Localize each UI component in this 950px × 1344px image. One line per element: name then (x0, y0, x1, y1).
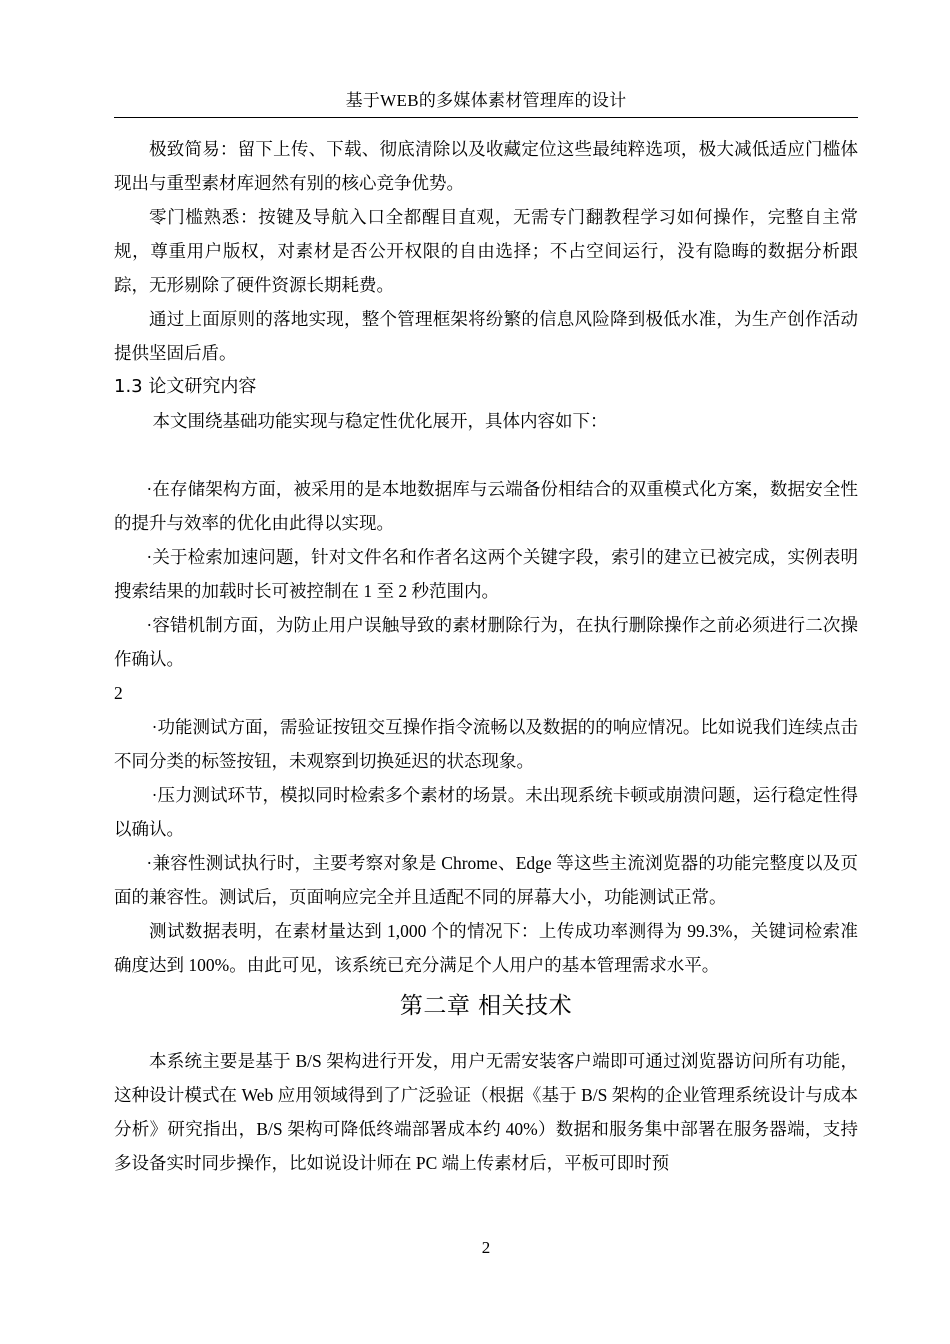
section-intro: 本文围绕基础功能实现与稳定性优化展开，具体内容如下： (152, 411, 608, 431)
paragraph-principles: 通过上面原则的落地实现，整个管理框架将纷繁的信息风险降到极低水准，为生产创作活动提供坚固后盾。 (114, 309, 858, 363)
bullet-storage: ·在存储架构方面，被采用的是本地数据库与云端备份相结合的双重模式化方案，数据安全性的提升与效率的优化由此得以实现。 (114, 479, 858, 533)
page-number: 2 (481, 1238, 491, 1257)
bullet-fault-tolerance: ·容错机制方面，为防止用户误触导致的素材删除行为，在执行删除操作之前必须进行二次操作确认。 (114, 615, 858, 669)
paragraph-test-summary: 测试数据表明，在素材量达到 1,000 个的情况下：上传成功率测得为 99.3%，关键词检索准确度达到 100%。由此可见，该系统已充分满足个人用户的基本管理需求水平。 (114, 921, 858, 975)
body-text (114, 132, 858, 1180)
bullet-compat-test: ·兼容性测试执行时，主要考察对象是 Chrome、Edge 等这些主流浏览器的功能完整度以及页面的兼容性。测试后，页面响应完全并且适配不同的屏幕大小，功能测试正常。 (114, 853, 858, 907)
paragraph-bs-architecture: 本系统主要是基于 B/S 架构进行开发，用户无需安装客户端即可通过浏览器访问所有功能，这种设计模式在 Web 应用领域得到了广泛验证（根据《基于 B/S 架构的企业管理系统设计与成本分析》研究指出，B/S 架构可降低终端部署成本约 40%）数据和服务集中部署在服务器端，支持多设备实时同步操作，比如说设计师在 PC 端上传素材后，平板可即时预 (114, 1051, 858, 1173)
section-heading: 1.3 论文研究内容 (114, 376, 257, 397)
chapter-heading: 第二章 相关技术 (399, 993, 573, 1019)
stray-number: 2 (114, 683, 123, 703)
paragraph-zero-threshold: 零门槛熟悉：按键及导航入口全都醒目直观，无需专门翻教程学习如何操作，完整自主常规，尊重用户版权，对素材是否公开权限的自由选择；不占空间运行，没有隐晦的数据分析跟踪，无形剔除了硬件资源长期耗费。 (114, 207, 858, 295)
bullet-search: ·关于检索加速问题，针对文件名和作者名这两个关键字段，索引的建立已被完成，实例表明搜索结果的加载时长可被控制在 1 至 2 秒范围内。 (114, 547, 858, 601)
bullet-function-test: ·功能测试方面，需验证按钮交互操作指令流畅以及数据的的响应情况。比如说我们连续点击不同分类的标签按钮，未观察到切换延迟的状态现象。 (114, 717, 858, 771)
bullet-stress-test: ·压力测试环节，模拟同时检索多个素材的场景。未出现系统卡顿或崩溃问题，运行稳定性得以确认。 (114, 785, 858, 839)
header-rule (114, 117, 858, 118)
chapter-gap (114, 1032, 858, 1044)
paragraph-simplicity: 极致简易：留下上传、下载、彻底清除以及收藏定位这些最纯粹选项，极大减低适应门槛体现出与重型素材库迥然有别的核心竞争优势。 (114, 139, 858, 193)
running-header: 基于WEB的多媒体素材管理库的设计 (345, 91, 627, 110)
